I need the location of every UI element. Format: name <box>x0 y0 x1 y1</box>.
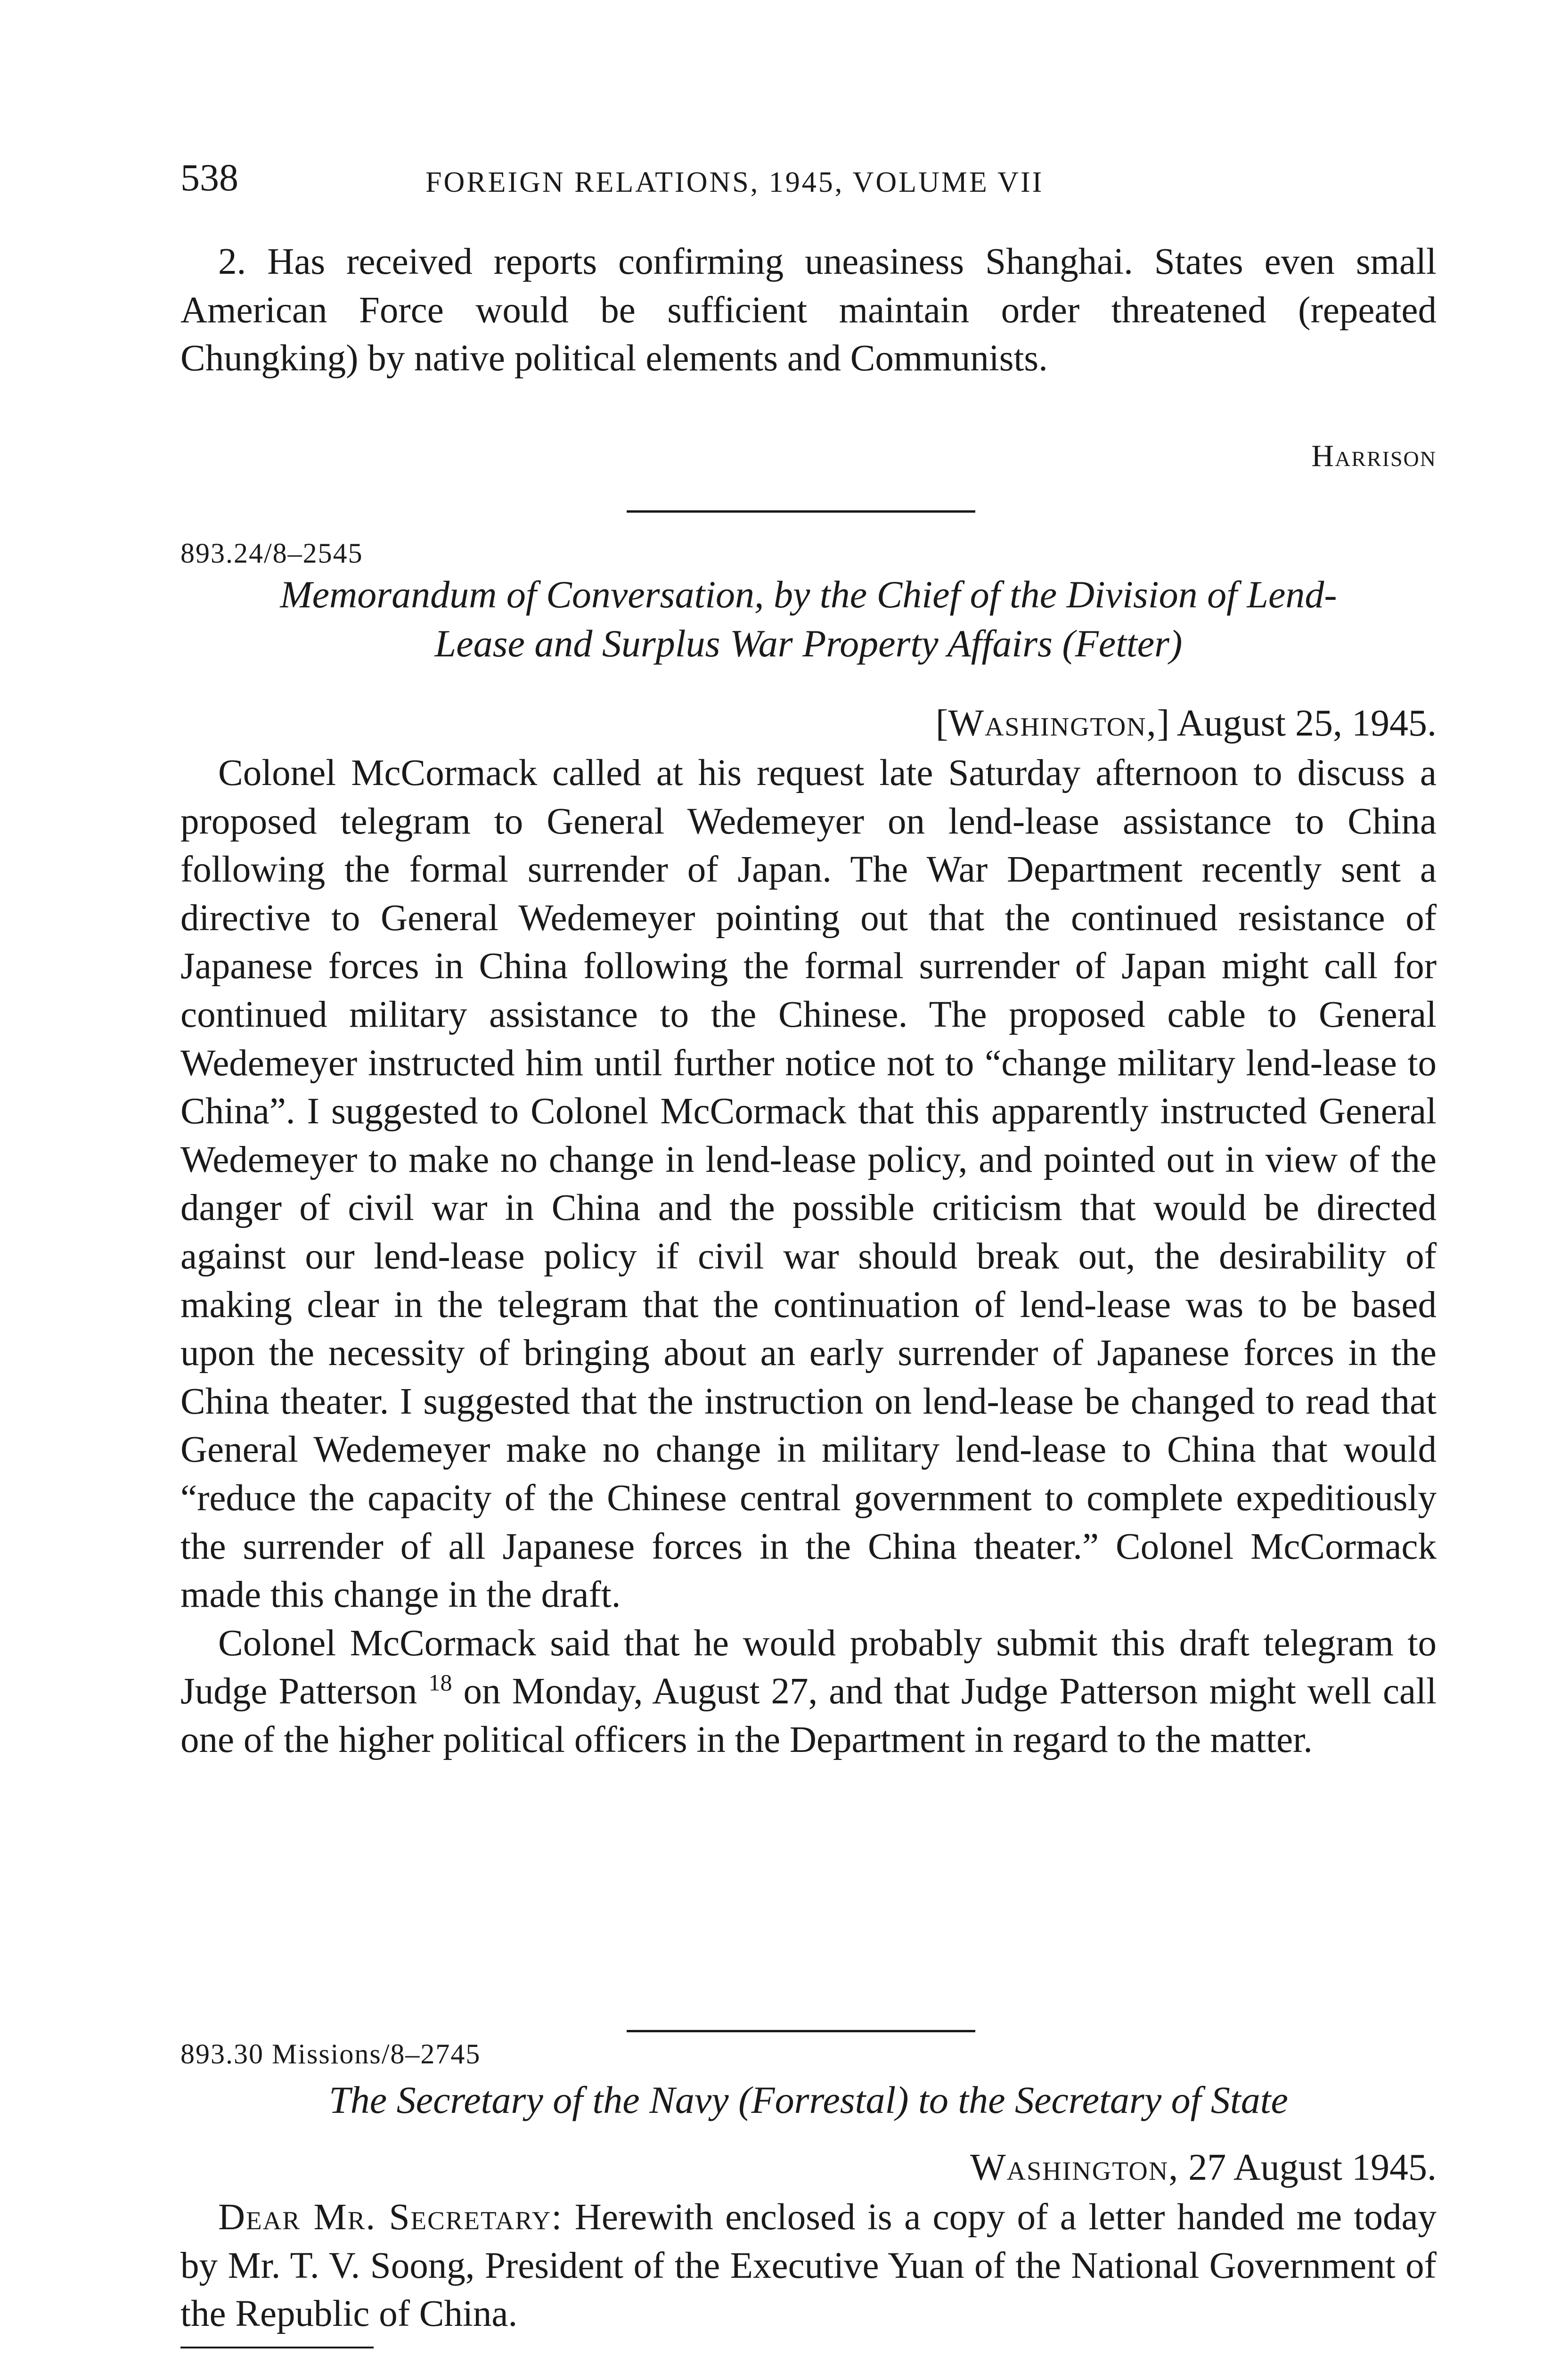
file-number: 893.24/8–2545 <box>180 538 363 569</box>
item-paragraph: 2. Has received reports confirming uneasiness Shanghai. States even small American Force would be sufficient maintain order threatened (repeated Chungking) by native political elements and Communists. <box>180 241 1437 379</box>
memorandum-body <box>180 749 1437 1764</box>
footnote-reference: 18 <box>428 1669 452 1696</box>
page-number: 538 <box>180 156 238 199</box>
paragraph-text: Herewith enclosed is a copy of a letter handed me today by Mr. T. V. Soong, President of the Executive Yuan of the National Government of the Republic of China. <box>180 2197 1437 2335</box>
item-continuation <box>180 238 1437 383</box>
letter-body <box>180 2193 1437 2339</box>
document-title-line: Memorandum of Conversation, by the Chief of the Division of Lend- <box>280 573 1337 616</box>
file-number: 893.30 Missions/8–2745 <box>180 2038 481 2070</box>
page-header <box>180 155 1437 212</box>
signature: Harrison <box>1311 439 1437 473</box>
document-title-line: Lease and Surplus War Property Affairs (Fetter) <box>434 622 1183 665</box>
document-title <box>180 570 1437 668</box>
document-title: The Secretary of the Navy (Forrestal) to the Secretary of State <box>329 2078 1288 2121</box>
dateline: [Washington,] August 25, 1945. <box>935 703 1437 744</box>
paragraph-text: on Monday, August 27, and that Judge Patterson might well call one of the higher political officers in the Department in regard to the matter. <box>180 1671 1437 1760</box>
paragraph-text: Colonel McCormack said that he would probably submit this draft telegram to Judge Patterson <box>180 1622 1437 1712</box>
dateline-place: Washington, <box>970 2147 1179 2188</box>
section-divider <box>627 510 975 513</box>
salutation: Dear Mr. Secretary: <box>218 2197 563 2238</box>
letter-paragraph <box>180 2193 1437 2339</box>
dateline-date: 27 August 1945. <box>1188 2147 1437 2188</box>
running-title: FOREIGN RELATIONS, 1945, VOLUME VII <box>425 166 1044 198</box>
footnote-divider <box>180 2347 374 2348</box>
body-paragraph: Colonel McCormack called at his request late Saturday afternoon to discuss a proposed telegram to General Wedemeyer on lend-lease assistance to China following the formal surrender of Japan. The War Department recently sent a directive to General Wedemeyer pointing out that the continued resistance of Japanese forces in China following the formal surrender of Japan might call for continued military assistance to the Chinese. The proposed cable to General Wedemeyer instructed him until further notice not to “change military lend-lease to China”. I suggested to Colonel McCormack that this apparently instructed General Wedemeyer to make no change in lend-lease policy, and pointed out in view of the danger of civil war in China and the possible criticism that would be directed against our lend-lease policy if civil war should break out, the desirability of making clear in the telegram that the continuation of lend-lease was to be based upon the necessity of bringing about an early surrender of Japanese forces in the China theater. I suggested that the instruction on lend-lease be changed to read that General Wedemeyer make no change in military lend-lease to China that would “reduce the capacity of the Chinese central government to complete expeditiously the surrender of all Japanese forces in the China theater.” Colonel McCormack made this change in the draft. <box>180 753 1437 1616</box>
dateline-place: Washington, <box>948 703 1157 744</box>
body-paragraph <box>180 1620 1437 1765</box>
dateline-date: August 25, 1945. <box>1176 703 1437 744</box>
section-divider <box>627 2030 975 2032</box>
dateline <box>180 2146 1437 2189</box>
